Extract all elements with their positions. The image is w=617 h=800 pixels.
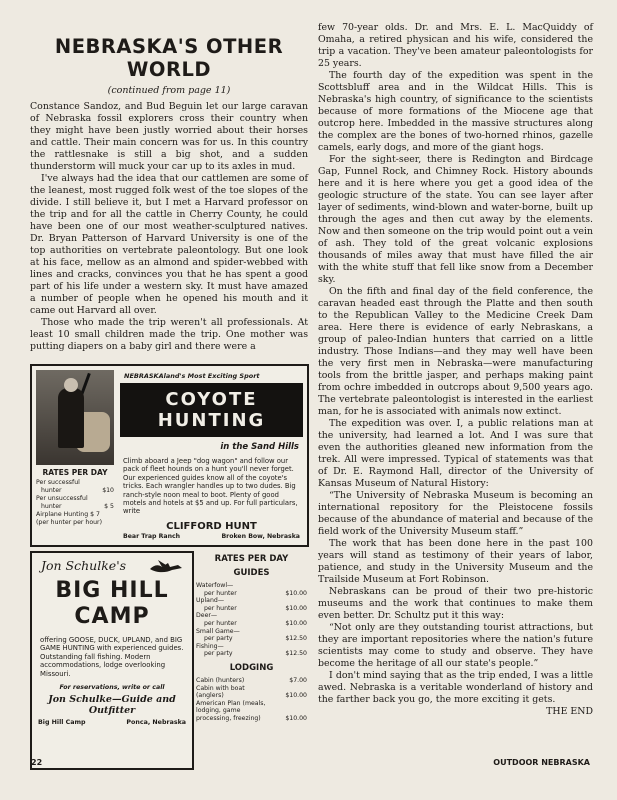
guide-category: Small Game— [196, 627, 240, 635]
hunter-photo [36, 370, 114, 465]
guides-title: GUIDES [233, 568, 270, 578]
rates-title: RATES PER DAY [42, 468, 108, 477]
lodging-price: $7.00 [289, 676, 307, 684]
ad-town: Broken Bow, Nebraska [221, 532, 300, 540]
ad-town: Ponca, Nebraska [126, 719, 186, 727]
guide-price: $10.00 [285, 589, 307, 597]
rates-title: RATES PER DAY [214, 554, 289, 564]
paragraph: The expedition was over. I, a public relations man at the university, had learned a lot. And I was sure that even the authorities gleaned new information from the trek. All were impressed. Typical of statements was that of Dr. E. Raymond Hall, director of the University of Kansas Museum of Natural History: [318, 418, 593, 489]
guide-category: Deer— [196, 612, 218, 620]
ad-script-name: Jon Schulke's [41, 558, 127, 573]
lodging-rate [196, 677, 307, 685]
guide-category: Fishing— [196, 642, 224, 650]
closing-text: I don't mind saying that as the trip ended, I was a little awed. Nebraska is a veritable wonderland of history and the farther back you go, the more exciting it gets. [318, 670, 593, 705]
paragraph: For the sight-seer, there is Redington and Birdcage Gap, Funnel Rock, and Chimney Rock. History abounds here and it is here where you get a good idea of the geologic structure of the state. You can see layer after layer of sediments, wind-blown and water-borne, built up through the ages and then cut away by the elements. Now and then someone on the trip would point out a vein of ash. They told of the great volcanic explosions thousands of miles away that must have filled the air with the white stuff that fell like snow from a December sky. [318, 154, 593, 285]
rate-label: Per unsuccessful [36, 495, 88, 502]
ad-description: offering GOOSE, DUCK, UPLAND, and BIG GAME HUNTING with experienced guides. Outstanding fall fishing. Modern accommodations, lodge overlooking Missouri. [40, 636, 184, 678]
lodging-rate [196, 685, 307, 700]
coyote-ad-copy [120, 368, 303, 540]
the-end: THE END [546, 706, 593, 717]
lodging-title: LODGING [229, 662, 274, 673]
ad-reservations: For reservations, write or call [59, 684, 165, 692]
guide-price: $10.00 [285, 619, 307, 627]
page-number: 22 [31, 758, 43, 767]
paragraph: few 70-year olds. Dr. and Mrs. E. L. MacQuiddy of Omaha, a retired physican and his wife, considered the trip a vacation. They've been amateur paleontologists for 25 years. [318, 22, 593, 69]
big-hill-camp-ad [30, 551, 305, 768]
rate-label: Airplane Hunting $ 7 [36, 511, 100, 518]
guide-category: Waterfowl— [196, 582, 234, 589]
ad-title-line1: BIG HILL [55, 578, 169, 603]
ad-contact-name: CLIFFORD HUNT [166, 520, 257, 532]
rate-label: Per successful [36, 479, 80, 486]
quote-paragraph: “The University of Nebraska Museum is becoming an international repository for the Pleistocene fossils because of the abundance of material and because of the field work of the University Museum staff.” [318, 490, 593, 537]
guide-rate [196, 597, 307, 612]
lodging-price: $10.00 [285, 692, 307, 700]
paragraph: Those who made the trip weren't all professionals. At least 10 small children made the trip. One mother was putting diapers on a baby girl and there were a [30, 317, 308, 352]
rate-price: $10 [102, 487, 114, 494]
paragraph: The fourth day of the expedition was spent in the Scottsbluff area and in the Wildcat Hills. This is Nebraska's high country, of significance to the scientists because of more formations of the Miocene age that outcrop here. Imbedded in the massive structures along the complex are the bones of two-horned rhinos, gazelle camels, early dogs, and more of the giant hogs. [318, 70, 593, 153]
rate-label: hunter [41, 487, 62, 494]
guide-unit: per hunter [204, 619, 237, 627]
coyote-rates [36, 469, 114, 527]
guide-rate [196, 612, 307, 627]
paragraph: Constance Sandoz, and Bud Beguin let our large caravan of Nebraska fossil explorers cross their country when they might have been justly worried about their horses and cattle. Their main concern was for us. In this country the rattlesnake is still a big shot, and a sudden thunderstorm will muck your car up to its axles in mud. [30, 101, 308, 172]
lodging-label: Cabin with boat (anglers) [196, 684, 245, 700]
guide-price: $10.00 [285, 604, 307, 612]
left-column [30, 22, 308, 353]
magazine-name: OUTDOOR NEBRASKA [493, 758, 590, 767]
ad-description: Climb aboard a Jeep "dog wagon" and follow our pack of fleet hounds on a hunt you'll never forget. Our experienced guides know all of the coyote's tricks. Each wrangler handles up to two dudes. Big ranch-style noon meal to boot. Plenty of good motels and hotels at $5 and up. For full particulars, write [123, 457, 298, 516]
guide-unit: per hunter [204, 604, 237, 612]
ad-title-line2: CAMP [74, 604, 150, 629]
lodging-price: $10.00 [285, 714, 307, 722]
guide-unit: per party [204, 650, 233, 658]
page-footer [31, 758, 590, 767]
big-hill-rates [196, 551, 307, 768]
guide-price: $12.50 [285, 635, 307, 643]
rate-label: hunter [41, 503, 62, 510]
quote-paragraph: “Not only are they outstanding tourist attractions, but they are important repositories where the nation's future scientists may come to study and observe. They have become the heritage of all our state's people.” [318, 622, 593, 669]
guide-unit: per hunter [204, 589, 237, 597]
lodging-label: American Plan (meals, lodging, game processing, freezing) [196, 699, 266, 722]
ad-camp-name: Big Hill Camp [38, 719, 86, 727]
ad-ranch: Bear Trap Ranch [123, 532, 181, 540]
paragraph: Nebraskans can be proud of their two pre-historic museums and the work that continues to make them even better. Dr. Schultz put it this way: [318, 586, 593, 621]
lodging-rate [196, 700, 307, 723]
guide-price: $12.50 [285, 650, 307, 658]
guide-rate [196, 582, 307, 597]
ad-subhead: in the Sand Hills [220, 442, 299, 452]
paragraph: I've always had the idea that our cattlemen are some of the leanest, most rugged folk west of the toe slopes of the divide. I still believe it, but I met a Harvard professor on the trip and for all the cattle in Cherry County, he could have been one of our most weather-sculptured natives. Dr. Bryan Patterson of Harvard University is one of the top authorities on vertebrate paleontology. But one look at his face, mellow as an almond and spider-webbed with lines and cracks, convinces you that he has spent a good part of his life under a western sky. It must have amazed a number of people when he opened his mouth and it came out Harvard all over. [30, 173, 308, 316]
paragraph: The work that has been done here in the past 100 years will stand as testimony of their years of labor, patience, and study in the University Museum and the Trailside Museum at Fort Robinson. [318, 538, 593, 585]
paragraph: On the fifth and final day of the field conference, the caravan headed east through the Platte and then south to the Republican Valley to the Medicine Creek Dam area. Here there is evidence of early Nebraskans, a group of paleo-Indian hunters that carried on a little industry. Those Indians—and they may well have been the very first men in Nebraska—were manufacturing tools from the brittle jasper, and perhaps making paint from ochre imbedded in outcrops about 9,500 years ago. The vertebrate paleontologist is interested in the earliest man, for he is associated with animals now extinct. [318, 286, 593, 417]
rate-label: (per hunter per hour) [36, 519, 102, 526]
rate-price: $ 5 [104, 503, 114, 510]
big-hill-box [30, 551, 194, 770]
coyote-hunting-ad [30, 364, 309, 547]
duck-icon [148, 559, 184, 575]
guide-category: Upland— [196, 597, 225, 605]
guide-unit: per party [204, 635, 233, 643]
article-title: NEBRASKA'S OTHER WORLD [54, 35, 284, 81]
paragraph [318, 670, 593, 717]
guide-rate [196, 628, 307, 643]
ad-tagline: NEBRASKAland's Most Exciting Sport [124, 372, 260, 380]
right-column [318, 22, 593, 718]
ad-headline: COYOTE HUNTING [120, 383, 303, 437]
lodging-label: Cabin (hunters) [196, 676, 245, 684]
ad-guide-line: Jon Schulke—Guide and Outfitter [48, 694, 176, 717]
guide-rate [196, 643, 307, 658]
continued-note: (continued from page 11) [107, 85, 231, 96]
